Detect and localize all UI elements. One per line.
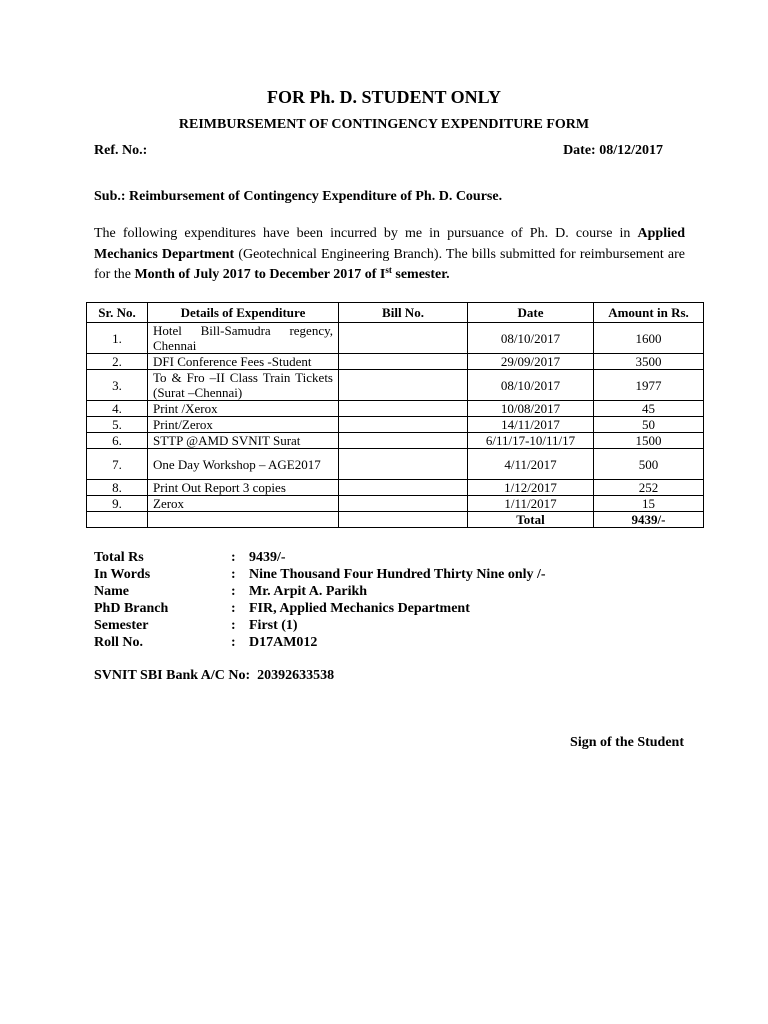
- cell-date: 6/11/17-10/11/17: [468, 433, 594, 449]
- cell-date: 08/10/2017: [468, 370, 594, 401]
- total-value: 9439/-: [594, 512, 704, 528]
- ref-no-label: Ref. No.:: [94, 143, 148, 158]
- cell-amount: 1600: [594, 323, 704, 354]
- cell-bill-no: [339, 496, 468, 512]
- table-row: [87, 417, 704, 433]
- semester-text: semester.: [391, 267, 450, 282]
- paragraph-text-2: (Geotechnical Engineering Branch). The bills submitted for reimbursement are for the: [94, 246, 686, 282]
- table-row: [87, 323, 704, 354]
- cell-bill-no: [339, 370, 468, 401]
- cell-date: 08/10/2017: [468, 323, 594, 354]
- cell-details: Zerox: [148, 496, 339, 512]
- form-date: Date: 08/12/2017: [563, 143, 663, 158]
- department-name: Applied Mechanics Department: [94, 226, 685, 262]
- info-value: 9439/-: [249, 550, 286, 565]
- table-row: [87, 370, 704, 401]
- info-value: First (1): [249, 618, 298, 633]
- info-colon: :: [231, 567, 236, 582]
- cell-details: One Day Workshop – AGE2017: [148, 449, 339, 480]
- cell-amount: 45: [594, 401, 704, 417]
- bank-account: SVNIT SBI Bank A/C No: 20392633538: [94, 668, 335, 683]
- info-label: Name: [94, 584, 129, 599]
- col-header-bill-no: Bill No.: [339, 303, 468, 323]
- table-row: [87, 401, 704, 417]
- ordinal-suffix: st: [385, 265, 392, 275]
- cell-details: Hotel Bill-Samudra regency, Chennai: [148, 323, 339, 354]
- cell-sr-no: 4.: [87, 401, 148, 417]
- cell-sr-no: 3.: [87, 370, 148, 401]
- table-row: [87, 433, 704, 449]
- col-header-date: Date: [468, 303, 594, 323]
- form-subtitle: REIMBURSEMENT OF CONTINGENCY EXPENDITURE FORM: [178, 117, 590, 132]
- info-label: Semester: [94, 618, 149, 633]
- cell-amount: 3500: [594, 354, 704, 370]
- table-row: [87, 496, 704, 512]
- total-row: [87, 512, 704, 528]
- expenditure-table: [86, 302, 704, 528]
- cell-amount: 15: [594, 496, 704, 512]
- cell-bill-no: [339, 354, 468, 370]
- cell-bill-no: [339, 417, 468, 433]
- cell-empty: [148, 512, 339, 528]
- cell-details: Print Out Report 3 copies: [148, 480, 339, 496]
- cell-sr-no: 6.: [87, 433, 148, 449]
- cell-details: Print/Zerox: [148, 417, 339, 433]
- cell-details: To & Fro –II Class Train Tickets (Surat –Chennai): [148, 370, 339, 401]
- cell-bill-no: [339, 433, 468, 449]
- cell-empty: [87, 512, 148, 528]
- cell-amount: 500: [594, 449, 704, 480]
- info-colon: :: [231, 601, 236, 616]
- cell-sr-no: 5.: [87, 417, 148, 433]
- table-row: [87, 354, 704, 370]
- total-label: Total: [468, 512, 594, 528]
- cell-empty: [339, 512, 468, 528]
- paragraph-text-1: The following expenditures have been incurred by me in pursuance of Ph. D. course in: [94, 226, 638, 241]
- cell-date: 10/08/2017: [468, 401, 594, 417]
- info-value: Nine Thousand Four Hundred Thirty Nine only /-: [249, 567, 546, 582]
- info-label: PhD Branch: [94, 601, 169, 616]
- cell-sr-no: 8.: [87, 480, 148, 496]
- cell-amount: 50: [594, 417, 704, 433]
- table-row: [87, 480, 704, 496]
- info-colon: :: [231, 635, 236, 650]
- info-label: In Words: [94, 567, 151, 582]
- cell-sr-no: 7.: [87, 449, 148, 480]
- subject-line: Sub.: Reimbursement of Contingency Expenditure of Ph. D. Course.: [94, 189, 503, 204]
- form-title: FOR Ph. D. STUDENT ONLY: [266, 87, 502, 107]
- table-row: [87, 449, 704, 480]
- period-text: Month of July 2017 to December 2017 of I: [134, 267, 386, 282]
- cell-bill-no: [339, 323, 468, 354]
- cell-date: 1/12/2017: [468, 480, 594, 496]
- col-header-amount: Amount in Rs.: [594, 303, 704, 323]
- col-header-sr-no: Sr. No.: [87, 303, 148, 323]
- cell-sr-no: 9.: [87, 496, 148, 512]
- info-value: D17AM012: [249, 635, 318, 650]
- cell-date: 1/11/2017: [468, 496, 594, 512]
- cell-details: STTP @AMD SVNIT Surat: [148, 433, 339, 449]
- info-value: FIR, Applied Mechanics Department: [249, 601, 470, 616]
- cell-bill-no: [339, 449, 468, 480]
- cell-date: 14/11/2017: [468, 417, 594, 433]
- info-colon: :: [231, 584, 236, 599]
- col-header-details: Details of Expenditure: [148, 303, 339, 323]
- cell-details: DFI Conference Fees -Student: [148, 354, 339, 370]
- cell-amount: 252: [594, 480, 704, 496]
- cell-amount: 1977: [594, 370, 704, 401]
- cell-bill-no: [339, 401, 468, 417]
- cell-sr-no: 1.: [87, 323, 148, 354]
- info-value: Mr. Arpit A. Parikh: [249, 584, 368, 599]
- intro-paragraph: [94, 224, 685, 286]
- cell-bill-no: [339, 480, 468, 496]
- table-header-row: [87, 303, 704, 323]
- cell-details: Print /Xerox: [148, 401, 339, 417]
- cell-date: 4/11/2017: [468, 449, 594, 480]
- info-colon: :: [231, 550, 236, 565]
- info-label: Roll No.: [94, 635, 143, 650]
- info-label: Total Rs: [94, 550, 144, 565]
- signature-label: Sign of the Student: [570, 735, 684, 750]
- info-colon: :: [231, 618, 236, 633]
- cell-amount: 1500: [594, 433, 704, 449]
- cell-sr-no: 2.: [87, 354, 148, 370]
- cell-date: 29/09/2017: [468, 354, 594, 370]
